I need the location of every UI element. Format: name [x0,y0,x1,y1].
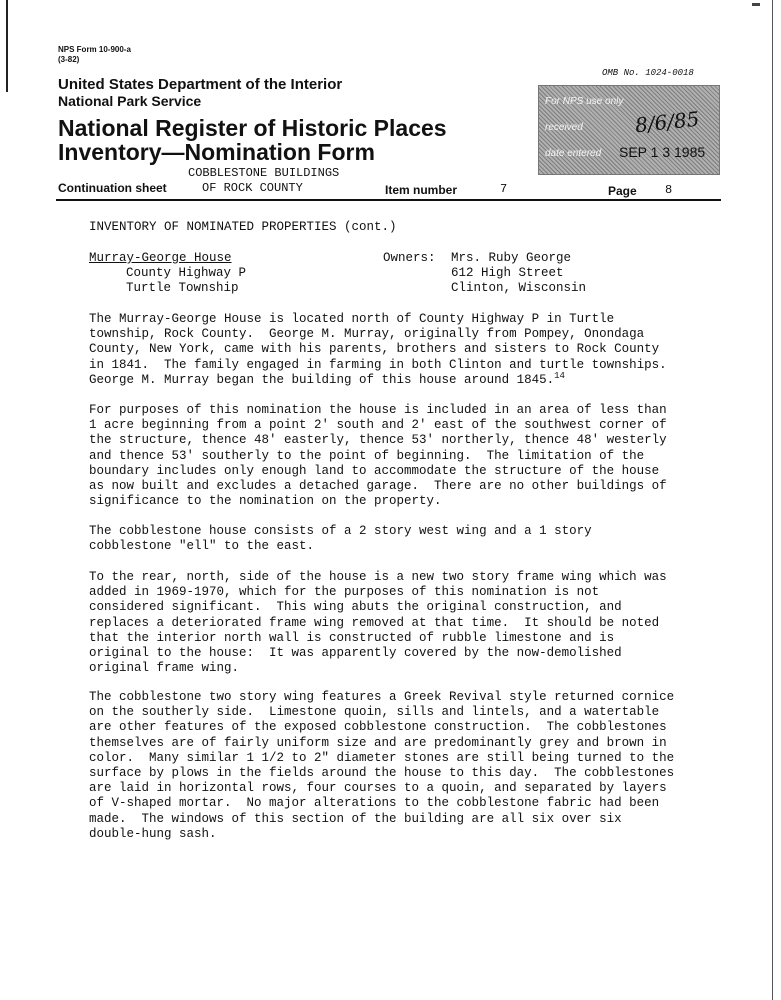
stamp-received-handwritten: 8/6/85 [633,106,701,138]
continuation-sheet-label: Continuation sheet [58,181,167,195]
form-number-block [58,45,131,65]
property-name: Murray-George House [89,251,232,265]
service-heading: National Park Service [58,93,202,109]
left-margin-rule [6,0,8,92]
omb-number: OMB No. 1024-0018 [602,68,694,78]
paragraph-history [89,312,689,388]
page-label: Page [608,184,637,198]
page-value: 8 [665,183,673,197]
owners-label: Owners: [383,251,436,265]
paragraph-cobblestone-wing: The cobblestone two story wing features a Greek Revival style returned cornice on the southerly side. Limestone quoin, sills and lintels, and a watertable are other features of the exposed cobblestone construction. The cobblestones themselves are of fairly uniform size and are predominantly grey and brown in color. Many similar 1 1/2 to 2" diameter stones are still being turned to the surface by plows in the fields around the house to this day. The cobblestones are laid in horizontal rows, four courses to a quoin, and separated by layers of V-shaped mortar. No major alterations to the cobblestone fabric had been made. The windows of this section of the building are all six over six double-hung sash. [89,690,675,841]
form-title-line2: Inventory—Nomination Form [58,139,375,165]
right-margin-rule [772,0,773,1000]
form-title-line1: National Register of Historic Places [58,115,447,141]
property-title-line2: OF ROCK COUNTY [202,181,303,195]
footnote-marker: 14 [554,370,565,381]
stamp-received-label: received [545,122,583,133]
form-number: NPS Form 10-900-a [58,45,131,54]
header-divider [56,199,721,201]
stamp-date-entered-label: date entered [545,148,602,159]
owner-name: Mrs. Ruby George [451,251,572,265]
property-location-line2: Turtle Township [126,281,239,295]
section-heading: INVENTORY OF NOMINATED PROPERTIES (cont.) [89,220,397,234]
owner-street: 612 High Street [451,266,564,280]
paragraph-boundary: For purposes of this nomination the house is included in an area of less than 1 acre beginning from a point 2' south and 2' east of the southwest corner of the structure, thence 48' easterly, thence 53' northerly, thence 48' westerly and thence 53' southerly to the point of beginning. The limitation of the boundary includes only enough land to accommodate the structure of the house as now built and excludes a detached garage. There are no other buildings of significance to the nomination on the property. [89,403,667,509]
corner-scan-mark [752,3,760,6]
nps-use-only-stamp [538,85,720,175]
item-number-label: Item number [385,183,458,197]
paragraph-history-text: The Murray-George House is located north of County Highway P in Turtle township, Rock County. George M. Murray, originally from Pompey, Onondaga County, New York, came with his parents, brothers and sisters to Rock County in 1841. The family engaged in farming in both Clinton and turtle townships. George M. Murray began the building of this house around 1845. [89,312,667,387]
owner-city: Clinton, Wisconsin [451,281,587,295]
item-number-value: 7 [500,182,508,196]
property-location-line1: County Highway P [126,266,247,280]
form-revision: (3-82) [58,55,80,64]
paragraph-rear-wing: To the rear, north, side of the house is a new two story frame wing which was added in 1969-1970, which for the purposes of this nomination is not considered significant. This wing abuts the original construction, and replaces a deteriorated frame wing removed at that time. It should be noted that the interior north wall is constructed of rubble limestone and is original to the house: It was apparently covered by the now-demolished original frame wing. [89,570,667,676]
property-title-line1: COBBLESTONE BUILDINGS [188,166,340,180]
stamp-use-only: For NPS use only [545,96,624,107]
department-heading: United States Department of the Interior [58,76,343,93]
stamp-date-entered-value: SEP 1 3 1985 [619,144,706,160]
paragraph-structure: The cobblestone house consists of a 2 story west wing and a 1 story cobblestone "ell" to the east. [89,524,592,554]
